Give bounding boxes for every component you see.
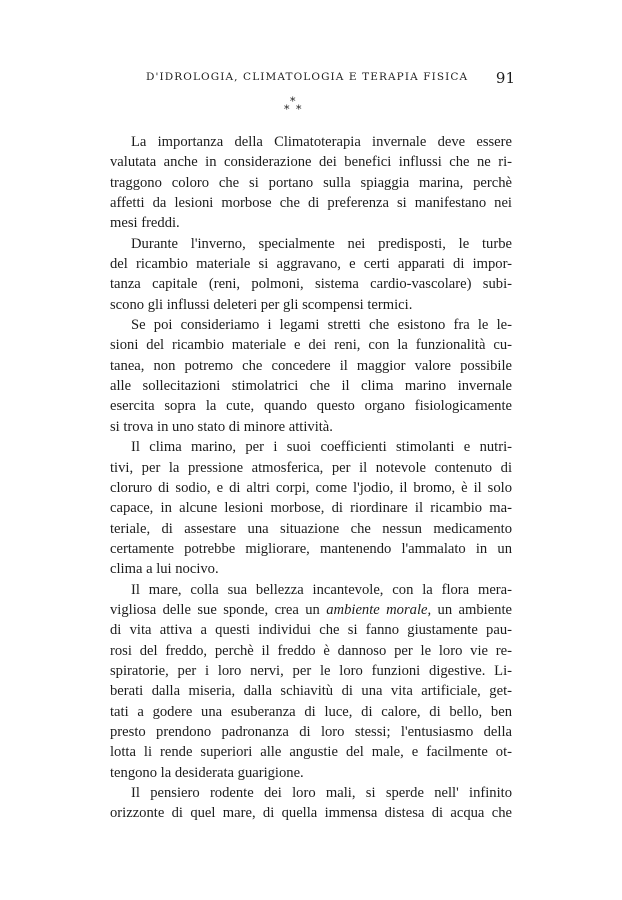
text-line: Se poi consideriamo i legami stretti che esistono fra le le- [131,317,512,334]
text-line: scono gli influssi deleteri per gli scompensi termici. [110,296,413,313]
body-text [110,132,512,824]
text-line: tivi, per la pressione atmosferica, per il notevole contenuto di [110,459,512,476]
page-number: 91 [495,69,515,87]
text-line: La importanza della Climatoterapia invernale deve essere [131,134,512,150]
section-asterism [282,96,306,120]
text-line: si trova in uno stato di minore attività. [110,418,333,435]
text-line: esercita sopra la cute, quando questo organo fisiologicamente [110,398,512,415]
paragraph [110,580,512,783]
text-line: traggono coloro che si portano sulla spiaggia marina, perchè [110,174,512,191]
asterism-star-top: * [290,95,296,108]
text-line: clima a lui nocivo. [110,561,219,578]
text-line: tanza capitale (reni, polmoni, sistema cardio-vascolare) subi- [110,276,512,293]
text-line: tati a godere una esuberanza di luce, di calore, di bello, ben [110,703,512,720]
text-line: capace, in alcune lesioni morbose, di riordinare il ricambio ma- [110,500,512,517]
running-head [110,69,515,87]
text-line: spiratorie, per i loro nervi, per le loro funzioni digestive. Li- [110,662,512,679]
text-line: presto prendono padronanza di loro stessi; l'entusiasmo della [110,723,512,740]
text-line: di vita attiva a questi individui che si fanno giustamente pau- [110,622,512,639]
text-line: cloruro di sodio, e di altri corpi, come l'jodio, il bromo, è il solo [110,479,512,496]
text-line: Il mare, colla sua bellezza incantevole, con la flora mera- [131,581,512,598]
paragraph [110,315,512,437]
italic-emphasis: ambiente morale, [326,601,432,618]
text-line: orizzonte di quel mare, di quella immensa distesa di acqua che [110,805,512,822]
text-line: alle sollecitazioni stimolatrici che il clima marino invernale [110,378,512,395]
text-line: del ricambio materiale si aggravano, e certi apparati di impor- [110,256,512,273]
text-line: lotta li rende superiori alle angustie del male, e facilmente ot- [110,744,512,761]
paragraph [110,234,512,315]
asterism-star-left: * [284,103,290,116]
text-line: Il pensiero rodente dei loro mali, si sperde nell' infinito [131,785,512,801]
running-head-title: D'IDROLOGIA, CLIMATOLOGIA E TERAPIA FISICA [146,71,469,83]
text-line: teriale, di assestare una situazione che nessun medicamento [110,520,512,537]
text-line: tengono la desiderata guarigione. [110,764,304,781]
text-line: Il clima marino, per i suoi coefficienti stimolanti e nutri- [131,439,512,456]
paragraph [110,437,512,579]
text-line: mesi freddi. [110,215,180,232]
text-line: valutata anche in considerazione dei benefici influssi che ne ri- [110,154,512,171]
text-segment: vigliosa delle sue sponde, crea un [110,601,327,618]
text-line: berati dalla miseria, dalla schiavitù di una vita artificiale, get- [110,683,512,700]
asterism-star-right: * [296,103,302,116]
text-line: Durante l'inverno, specialmente nei predisposti, le turbe [131,235,512,252]
text-line-with-italic [110,600,512,620]
text-line: tanea, non potremo che concedere il maggior valore possibile [110,357,512,374]
paragraph [110,783,512,824]
text-line: certamente potrebbe migliorare, mantenendo l'ammalato in un [110,540,512,557]
text-line: affetti da lesioni morbose che di preferenza si manifestano nei [110,195,512,212]
paragraph [110,132,512,234]
text-line: rosi del freddo, perchè il freddo è dannoso per le loro vie re- [110,642,512,659]
text-line: sioni del ricambio materiale e dei reni, con la funzionalità cu- [110,337,512,354]
text-segment: un ambiente [431,601,513,618]
